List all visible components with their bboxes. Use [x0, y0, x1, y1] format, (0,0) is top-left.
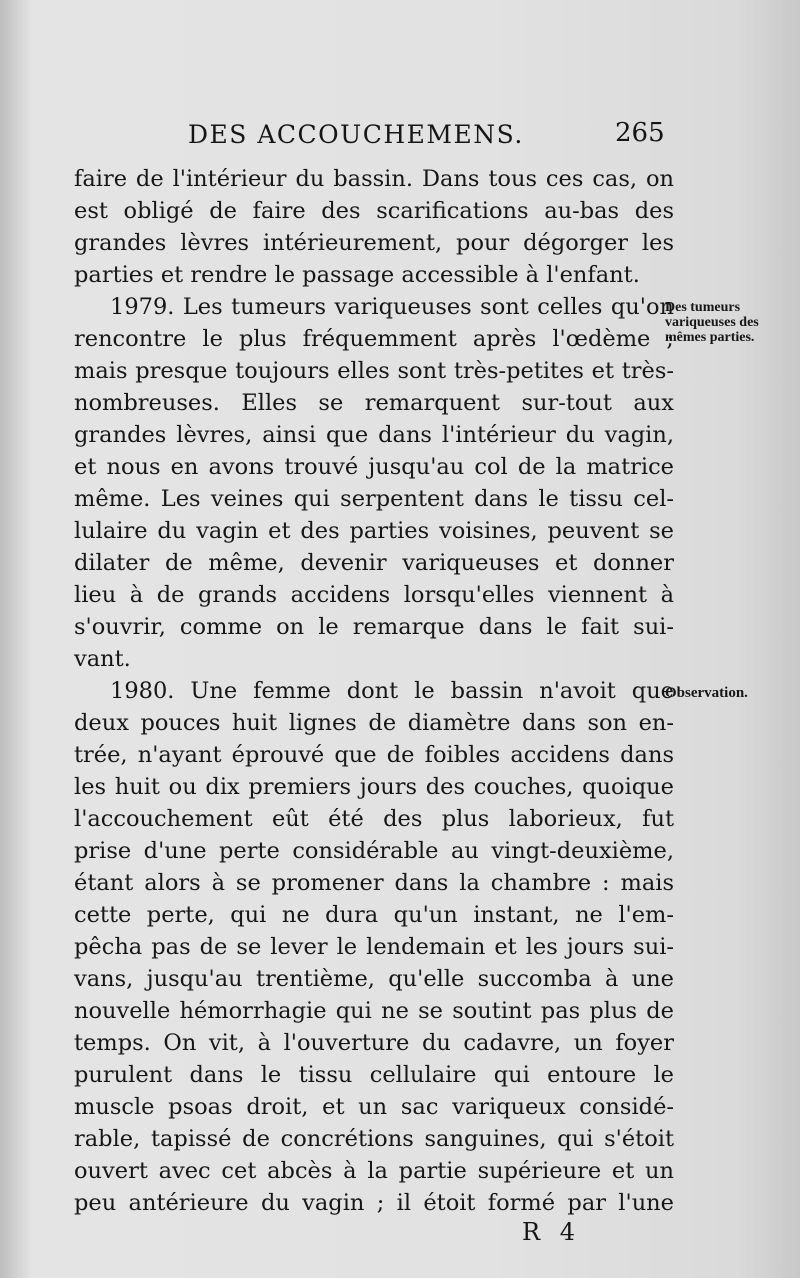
- text-line: 1980. Une femme dont le bassin n'avoit que: [110, 678, 674, 704]
- text-line: vans, jusqu'au trentième, qu'elle succomba à une: [74, 966, 674, 992]
- page-header: [0, 120, 800, 160]
- text-line: cette perte, qui ne dura qu'un instant, ne l'em-: [74, 902, 674, 928]
- text-line: peu antérieure du vagin ; il étoit formé par l'une: [74, 1190, 674, 1216]
- text-line: nouvelle hémorrhagie qui ne se soutint pas plus de: [74, 998, 674, 1024]
- text-line: lieu à de grands accidens lorsqu'elles viennent à: [74, 582, 674, 608]
- text-line: nombreuses. Elles se remarquent sur-tout aux: [74, 390, 674, 416]
- text-line: purulent dans le tissu cellulaire qui entoure le: [74, 1062, 674, 1088]
- margin-note: Des tumeurs variqueuses des mêmes parties.: [665, 300, 759, 345]
- text-line: faire de l'intérieur du bassin. Dans tous ces cas, on: [74, 166, 674, 192]
- page-number: 265: [615, 118, 665, 148]
- text-line: est obligé de faire des scarifications au-bas des: [74, 198, 674, 224]
- text-line: prise d'une perte considérable au vingt-deuxième,: [74, 838, 674, 864]
- text-line: même. Les veines qui serpentent dans le tissu cel-: [74, 486, 674, 512]
- text-line: dilater de même, devenir variqueuses et donner: [74, 550, 674, 576]
- text-line: rencontre le plus fréquemment après l'œdème ;: [74, 326, 674, 352]
- text-line: lulaire du vagin et des parties voisines, peuvent se: [74, 518, 674, 544]
- text-line: ouvert avec cet abcès à la partie supérieure et un: [74, 1158, 674, 1184]
- text-line: trée, n'ayant éprouvé que de foibles accidens dans: [74, 742, 674, 768]
- text-line: grandes lèvres, ainsi que dans l'intérieur du vagin,: [74, 422, 674, 448]
- text-line: pêcha pas de se lever le lendemain et les jours sui-: [74, 934, 674, 960]
- running-title: DES ACCOUCHEMENS.: [188, 120, 524, 149]
- text-line: mais presque toujours elles sont très-petites et très-: [74, 358, 674, 384]
- text-line: deux pouces huit lignes de diamètre dans son en-: [74, 710, 674, 736]
- text-line: s'ouvrir, comme on le remarque dans le fait sui-: [74, 614, 674, 640]
- printer-signature-mark: R 4: [522, 1218, 581, 1246]
- text-line: vant.: [74, 646, 131, 672]
- text-line: muscle psoas droit, et un sac variqueux considé-: [74, 1094, 674, 1120]
- text-line: et nous en avons trouvé jusqu'au col de la matrice: [74, 454, 674, 480]
- margin-note: Observation.: [665, 685, 748, 701]
- text-line: l'accouchement eût été des plus laborieux, fut: [74, 806, 674, 832]
- body-text: [74, 163, 674, 1219]
- text-line: rable, tapissé de concrétions sanguines, qui s'étoit: [74, 1126, 674, 1152]
- text-line: parties et rendre le passage accessible à l'enfant.: [74, 262, 640, 288]
- text-line: étant alors à se promener dans la chambre : mais: [74, 870, 674, 896]
- text-line: grandes lèvres intérieurement, pour dégorger les: [74, 230, 674, 256]
- text-line: les huit ou dix premiers jours des couches, quoique: [74, 774, 674, 800]
- text-line: temps. On vit, à l'ouverture du cadavre, un foyer: [74, 1030, 674, 1056]
- text-line: 1979. Les tumeurs variqueuses sont celles qu'on: [110, 294, 674, 320]
